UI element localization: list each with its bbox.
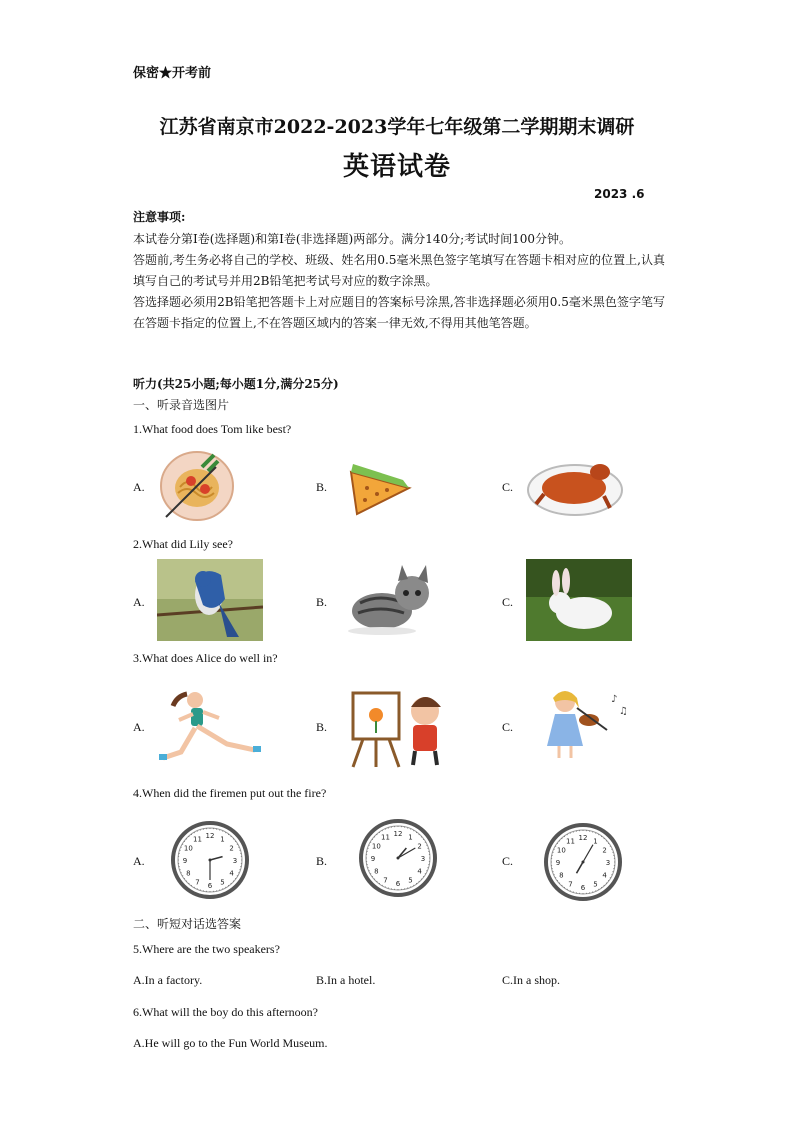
svg-text:1: 1 bbox=[593, 837, 598, 846]
question-5: 5.Where are the two speakers? bbox=[133, 942, 280, 956]
exam-title: 江苏省南京市2022-2023学年七年级第二学期期末调研 bbox=[159, 116, 635, 138]
question-6: 6.What will the boy do this afternoon? bbox=[133, 1005, 318, 1019]
rabbit-icon bbox=[526, 559, 632, 641]
svg-text:6: 6 bbox=[580, 884, 586, 892]
notes-paragraph-1: 本试卷分第Ⅰ卷(选择题)和第Ⅰ卷(非选择题)两部分。满分140分;考试时间100分钟。 bbox=[133, 232, 572, 246]
svg-text:4: 4 bbox=[417, 867, 422, 876]
svg-text:7: 7 bbox=[568, 880, 573, 889]
painter-icon bbox=[343, 685, 455, 769]
svg-text:9: 9 bbox=[555, 859, 561, 867]
notes-body bbox=[133, 229, 665, 334]
q1-option-c[interactable]: C. bbox=[502, 480, 514, 494]
exam-date: 2023 .6 bbox=[594, 187, 645, 201]
notes-heading: 注意事项: bbox=[133, 210, 186, 224]
q2-option-c[interactable]: C. bbox=[502, 595, 514, 609]
sandwich-icon bbox=[343, 458, 415, 520]
svg-text:2: 2 bbox=[602, 846, 607, 855]
exam-subtitle: 英语试卷 bbox=[342, 152, 451, 182]
svg-text:12: 12 bbox=[205, 832, 215, 840]
q1-option-a[interactable]: A. bbox=[133, 480, 145, 494]
part2-heading: 二、听短对话选答案 bbox=[133, 917, 242, 931]
q4-option-c[interactable]: C. bbox=[502, 854, 514, 868]
svg-text:♫: ♫ bbox=[619, 706, 628, 717]
q5-option-a[interactable]: A.In a factory. bbox=[133, 973, 203, 987]
svg-text:1: 1 bbox=[408, 833, 413, 842]
svg-text:2: 2 bbox=[229, 844, 234, 853]
svg-text:3: 3 bbox=[420, 855, 426, 863]
q3-option-b[interactable]: B. bbox=[316, 720, 328, 734]
svg-text:10: 10 bbox=[371, 842, 381, 851]
roast-duck-icon bbox=[526, 456, 624, 518]
q3-option-c[interactable]: C. bbox=[502, 720, 514, 734]
question-2: 2.What did Lily see? bbox=[133, 537, 233, 551]
confidential-mark: 保密★开考前 bbox=[133, 66, 212, 81]
svg-text:9: 9 bbox=[370, 855, 376, 863]
runner-icon bbox=[157, 688, 263, 764]
svg-text:12: 12 bbox=[393, 830, 403, 838]
svg-text:3: 3 bbox=[232, 857, 238, 865]
part1-heading: 一、听录音选图片 bbox=[133, 398, 230, 412]
svg-text:3: 3 bbox=[605, 859, 611, 867]
clock-icon bbox=[358, 818, 438, 898]
svg-text:6: 6 bbox=[207, 882, 213, 890]
svg-text:9: 9 bbox=[182, 857, 188, 865]
svg-text:11: 11 bbox=[193, 835, 202, 844]
svg-text:12: 12 bbox=[578, 834, 588, 842]
q5-option-b[interactable]: B.In a hotel. bbox=[316, 973, 376, 987]
q6-option-a[interactable]: A.He will go to the Fun World Museum. bbox=[133, 1036, 328, 1050]
q2-option-a[interactable]: A. bbox=[133, 595, 145, 609]
svg-text:♪: ♪ bbox=[611, 694, 618, 705]
svg-text:8: 8 bbox=[374, 867, 379, 876]
noodles-plate-icon bbox=[158, 449, 236, 523]
violinist-icon bbox=[537, 688, 629, 760]
svg-text:10: 10 bbox=[556, 846, 566, 855]
svg-text:7: 7 bbox=[383, 876, 388, 885]
listening-heading: 听力(共25小题;每小题1分,满分25分) bbox=[133, 377, 339, 391]
svg-text:5: 5 bbox=[593, 880, 598, 889]
q4-option-a[interactable]: A. bbox=[133, 854, 145, 868]
svg-text:11: 11 bbox=[381, 833, 390, 842]
cat-icon bbox=[340, 559, 440, 637]
notes-paragraph-2: 答题前,考生务必将自己的学校、班级、姓名用0.5毫米黑色签字笔填写在答题卡相对应的位置上,认真填写自己的考试号并用2B铅笔把考试号对应的数字涂黑。 bbox=[133, 253, 665, 288]
clock-icon bbox=[170, 820, 250, 900]
notes-paragraph-3: 答选择题必须用2B铅笔把答题卡上对应题目的答案标号涂黑,答非选择题必须用0.5毫米黑色签字笔写在答题卡指定的位置上,不在答题区域内的答案一律无效,不得用其他笔答题。 bbox=[133, 295, 665, 330]
q5-option-c[interactable]: C.In a shop. bbox=[502, 973, 560, 987]
svg-text:8: 8 bbox=[559, 871, 564, 880]
svg-text:10: 10 bbox=[183, 844, 193, 853]
question-3: 3.What does Alice do well in? bbox=[133, 651, 278, 665]
svg-text:7: 7 bbox=[195, 878, 200, 887]
svg-text:5: 5 bbox=[220, 878, 225, 887]
svg-text:2: 2 bbox=[417, 842, 422, 851]
q4-option-b[interactable]: B. bbox=[316, 854, 328, 868]
svg-text:6: 6 bbox=[395, 880, 401, 888]
bird-icon bbox=[157, 559, 263, 641]
question-1: 1.What food does Tom like best? bbox=[133, 422, 292, 436]
q2-option-b[interactable]: B. bbox=[316, 595, 328, 609]
svg-text:4: 4 bbox=[602, 871, 607, 880]
clock-icon bbox=[543, 822, 623, 902]
q3-option-a[interactable]: A. bbox=[133, 720, 145, 734]
svg-text:11: 11 bbox=[566, 837, 575, 846]
svg-text:8: 8 bbox=[186, 869, 191, 878]
q1-option-b[interactable]: B. bbox=[316, 480, 328, 494]
svg-text:4: 4 bbox=[229, 869, 234, 878]
question-4: 4.When did the firemen put out the fire? bbox=[133, 786, 327, 800]
svg-text:5: 5 bbox=[408, 876, 413, 885]
svg-text:1: 1 bbox=[220, 835, 225, 844]
